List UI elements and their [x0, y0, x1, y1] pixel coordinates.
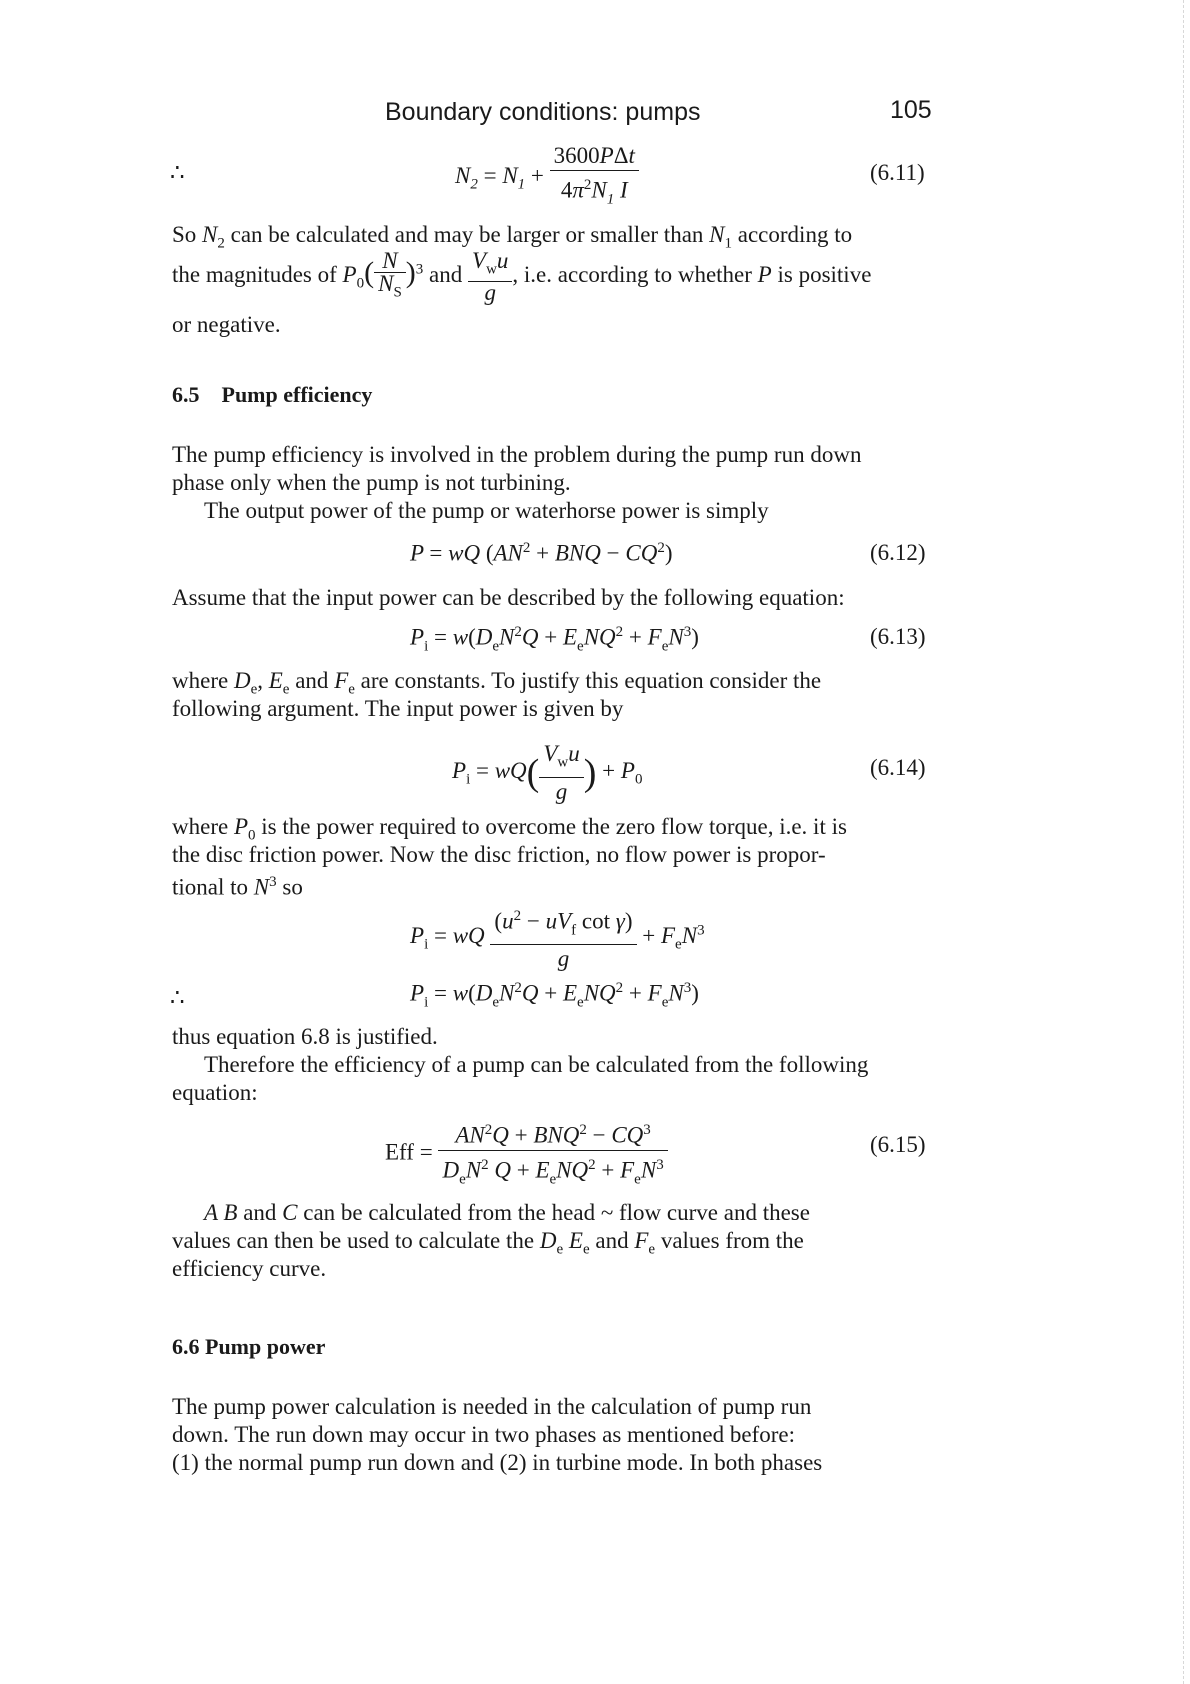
text-ab: A B — [204, 1200, 238, 1225]
paragraph-power-line2: down. The run down may occur in two phases as mentioned before: — [172, 1422, 795, 1447]
paragraph-justified: thus equation 6.8 is justified. — [172, 1024, 438, 1049]
section-heading-6-6: 6.6 Pump power — [172, 1334, 326, 1359]
equation-number-6-13: (6.13) — [870, 624, 926, 649]
paragraph-p0-line1: where $P_0$ is the power required to overcome the zero flow torque, i.e. it is — [172, 814, 847, 844]
paragraph-abc-line2: values can then be used to calculate the $D_e$ $E_e$ and $F_e$ values from the — [172, 1228, 804, 1258]
paragraph-constants-line1: where $D_e$, $E_e$ and $F_e$ are constants. To justify this equation consider the — [172, 668, 822, 698]
text-and-fe: and — [595, 1228, 629, 1253]
paragraph-power-line1: The pump power calculation is needed in the calculation of pump run — [172, 1394, 812, 1419]
paragraph-constants-line2: following argument. The input power is given by — [172, 696, 624, 721]
section-heading-6-5 — [172, 382, 372, 408]
equation-6-15: Eff = $\frac{AN^2Q + BNQ^2 - CQ^3}{D_eN^2 Q + E_eNQ^2 + F_eN^3}$ — [385, 1116, 668, 1193]
text-calc: can be calculated and may be larger or smaller than — [230, 222, 704, 247]
text-and-c: and — [243, 1200, 277, 1225]
paragraph-p0-line2: the disc friction power. Now the disc friction, no flow power is propor- — [172, 842, 826, 867]
paragraph-therefore-line1: Therefore the efficiency of a pump can be calculated from the following — [204, 1052, 869, 1077]
text-where: where — [172, 668, 229, 693]
paragraph-n2-line3: or negative. — [172, 312, 281, 337]
paragraph-output-power: The output power of the pump or waterhorse power is simply — [204, 498, 769, 523]
text-head-flow: can be calculated from the head ~ flow curve and these — [303, 1200, 810, 1225]
text-so-2: so — [282, 874, 303, 900]
section-title-6-5: Pump efficiency — [221, 382, 373, 407]
running-title: Boundary conditions: pumps — [385, 98, 701, 126]
paragraph-abc-line1: A B and C can be calculated from the head ~ flow curve and these — [204, 1200, 810, 1225]
equation-6-12: P = wQ ($AN^2$ + BNQ − $CQ^2$) — [410, 540, 673, 566]
paragraph-efficiency-line1: The pump efficiency is involved in the problem during the pump run down — [172, 442, 862, 467]
paragraph-abc-line3: efficiency curve. — [172, 1256, 327, 1281]
paragraph-n2-line1: So $N_2$ can be calculated and may be larger or smaller than $N_1$ according to — [172, 222, 853, 252]
page-number: 105 — [890, 96, 932, 124]
text-and: and — [429, 262, 463, 288]
text-according: according to — [737, 222, 853, 247]
equation-number-6-15: (6.15) — [870, 1132, 926, 1157]
equation-therefore: $P_i = w(D_eN^2Q + E_eNQ^2 + F_eN^3)$ — [410, 980, 699, 1011]
text-magnitudes: the magnitudes of — [172, 262, 337, 288]
equation-6-11: $N_2 = N_1$ + $\frac{\text{3600PΔt}}{4\pi^2N_1 I}$ — [455, 142, 639, 213]
text-so: So — [172, 222, 197, 247]
text-values: values can then be used to calculate the — [172, 1228, 535, 1253]
text-and-constants: and — [295, 668, 329, 693]
paragraph-p0-line3: tional to $N^3$ so — [172, 874, 303, 900]
paragraph-therefore-line2: equation: — [172, 1080, 258, 1105]
paragraph-n2-line2: the magnitudes of $P_0$( $\frac{N}{N_S}$ )$^3$ and $\frac{V_wu}{g}$ , i.e. according to whether P is positive — [172, 248, 872, 305]
equation-number-6-11: (6.11) — [870, 160, 925, 185]
section-number-6-5: 6.5 — [172, 382, 200, 407]
equation-6-13: $P_i = w(D_eN^2Q + E_eNQ^2 + F_eN^3)$ — [410, 624, 699, 655]
text-ie: , i.e. according to whether — [512, 262, 752, 288]
therefore-symbol: ∴ — [170, 160, 185, 185]
paragraph-efficiency-line2: phase only when the pump is not turbining. — [172, 470, 571, 495]
paragraph-input-power: Assume that the input power can be described by the following equation: — [172, 585, 845, 610]
equation-number-6-12: (6.12) — [870, 540, 926, 565]
paragraph-power-line3: (1) the normal pump run down and (2) in turbine mode. In both phases — [172, 1450, 823, 1475]
equation-derivation: $P_i$ = wQ $\frac{(u^2 - uV_f \cot \gamma)}{g}$ + $F_eN^3$ — [410, 902, 705, 973]
text-values-from: values from the — [660, 1228, 804, 1253]
therefore-symbol-2: ∴ — [170, 985, 185, 1010]
text-p0-desc: is the power required to overcome the zero flow torque, i.e. it is — [261, 814, 847, 839]
equation-number-6-14: (6.14) — [870, 755, 926, 780]
text-tional: tional to — [172, 874, 249, 900]
equation-6-14: $P_i = wQ$( $\frac{V_wu}{g}$ ) + $P_0$ — [452, 741, 643, 804]
text-are-constants: are constants. To justify this equation consider the — [360, 668, 822, 693]
text-where-p0: where — [172, 814, 229, 839]
text-positive: is positive — [777, 262, 872, 288]
binding-edge — [1181, 0, 1184, 1684]
